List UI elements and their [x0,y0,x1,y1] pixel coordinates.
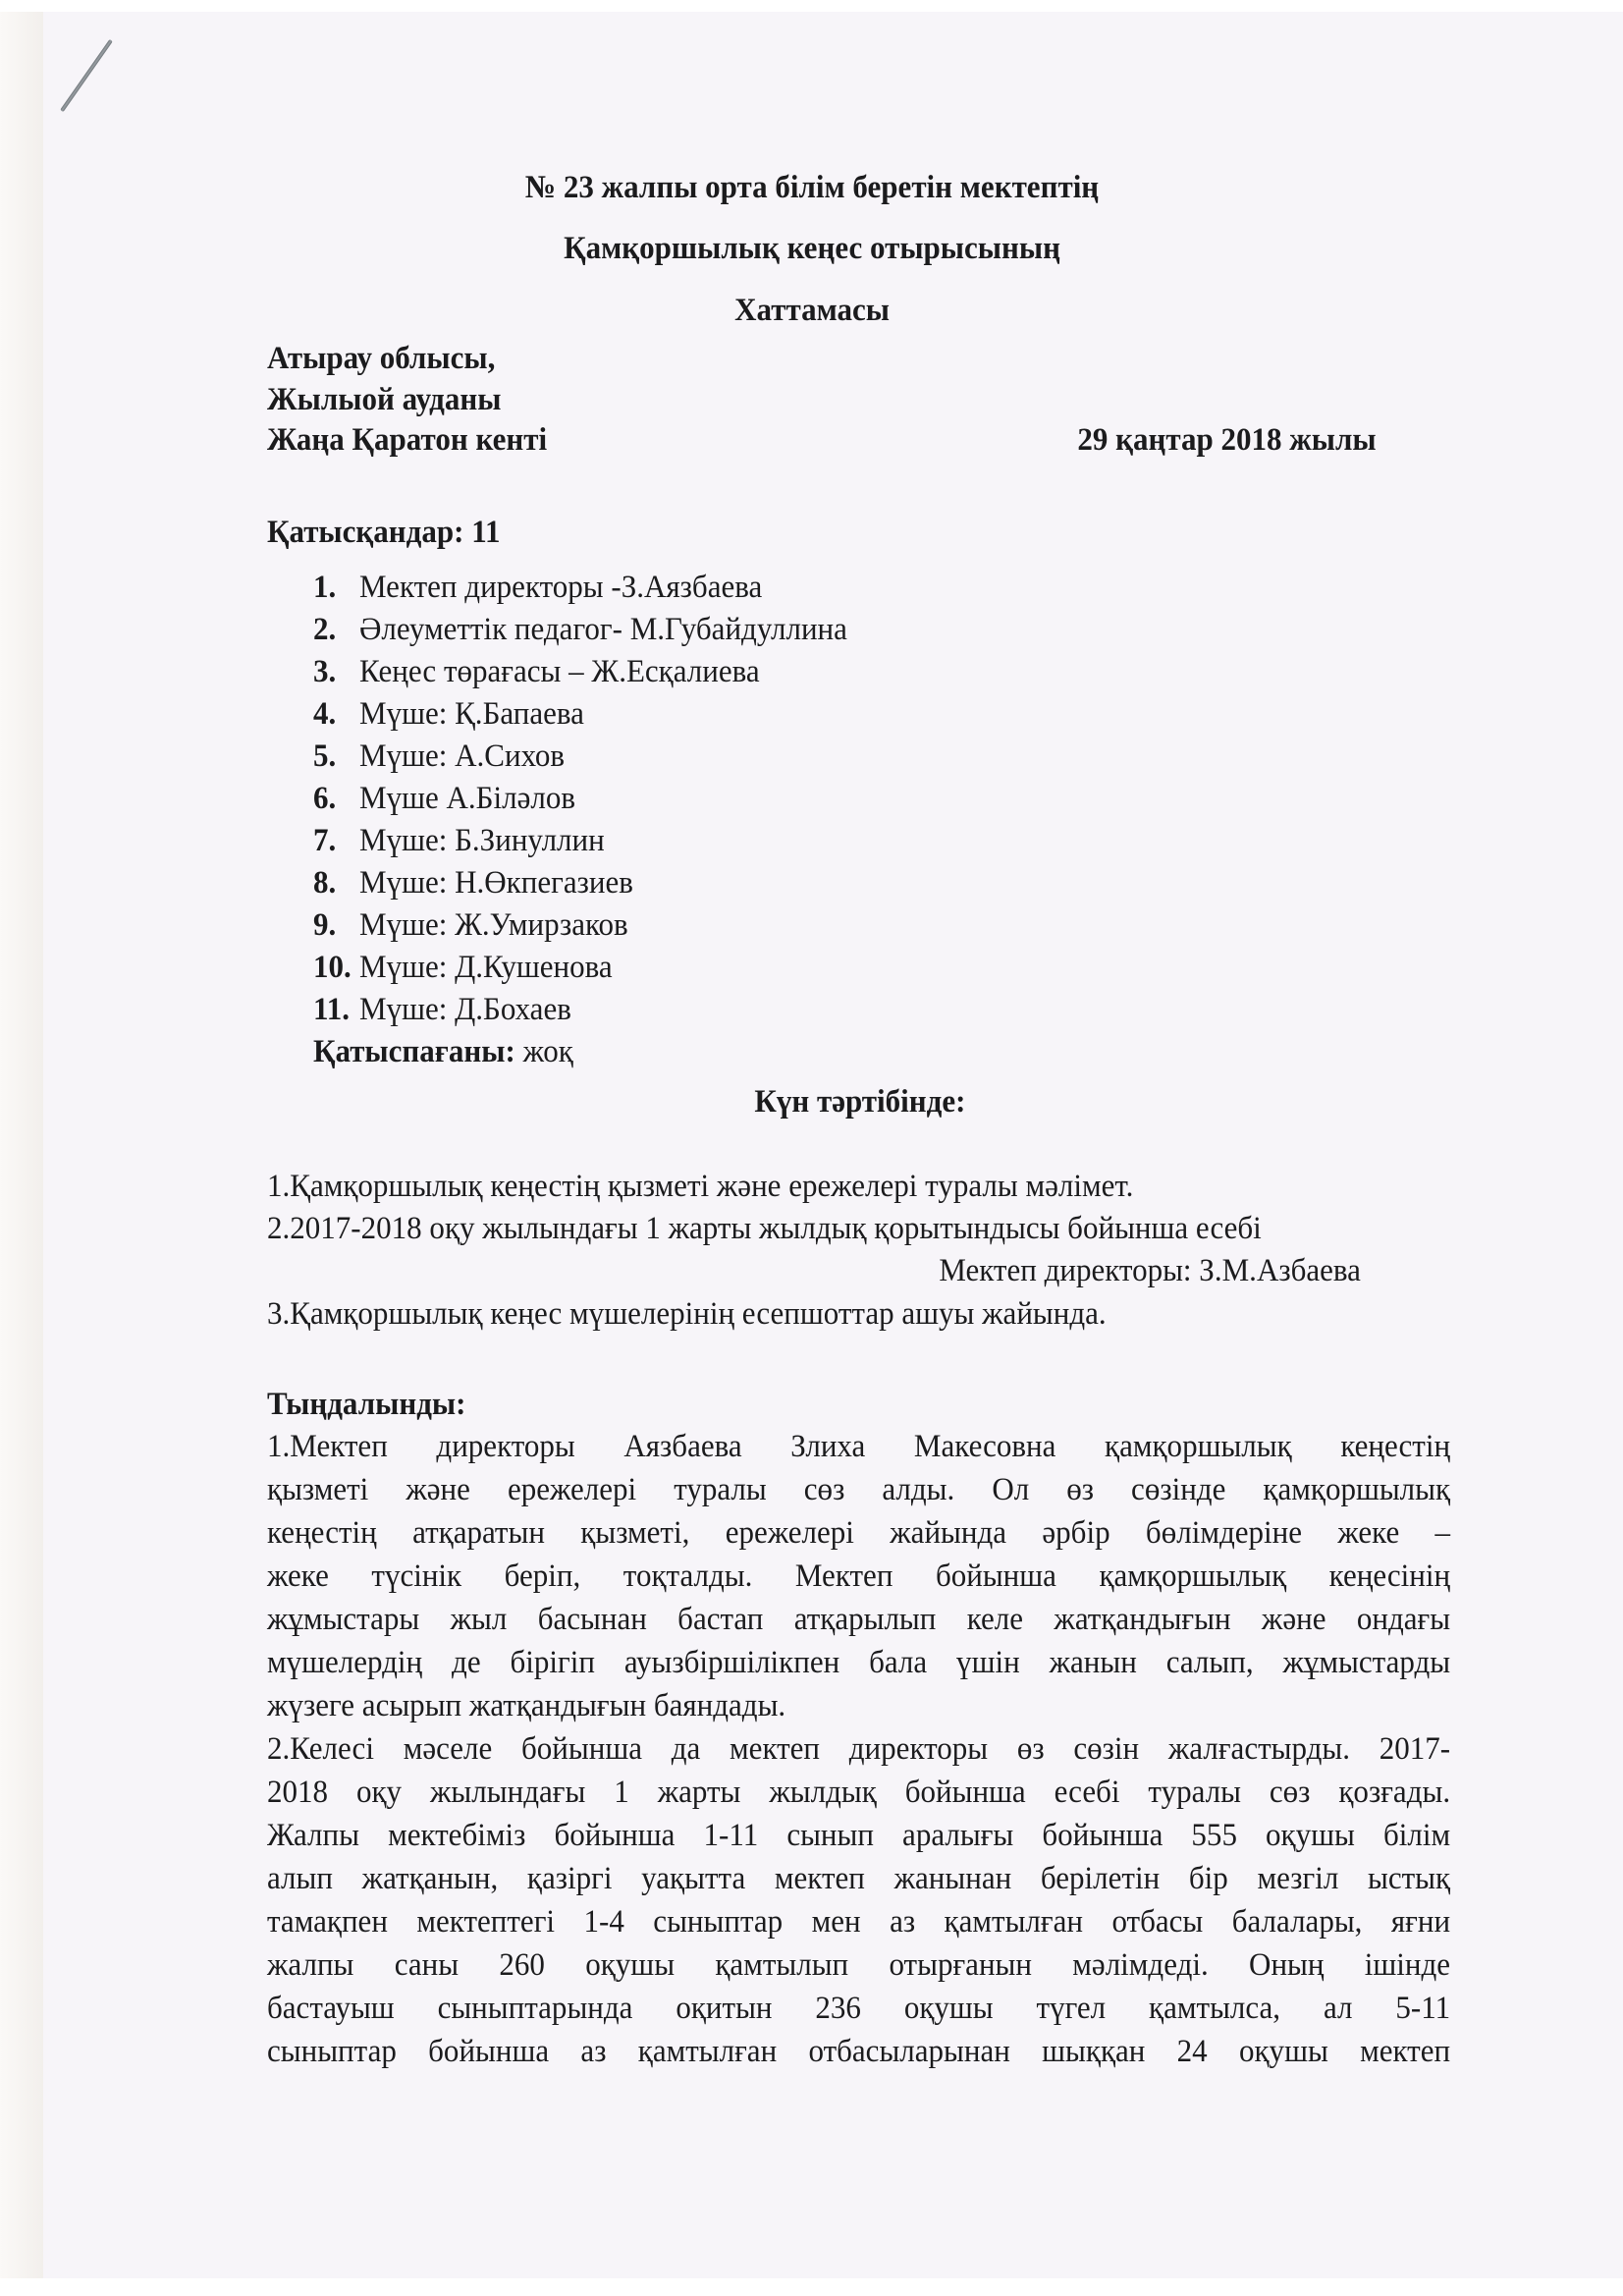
list-number: 11. [313,992,351,1027]
attendee-text: Мүше: Д.Кушенова [359,950,613,985]
location-region: Атырау облысы, [267,341,496,376]
list-number: 7. [313,823,337,858]
attendee-text: Мүше: Қ.Бапаева [359,696,584,732]
paragraph-line: кеңестің атқаратын қызметі, ережелері жайында әрбір бөлімдеріне жеке – [267,1515,1451,1551]
attendee-text: Кеңес төрағасы – Ж.Есқалиева [359,654,760,689]
paragraph-line: қызметі және ережелері туралы сөз алды. Ол өз сөзінде қамқоршылық [267,1472,1451,1507]
list-item [313,948,613,987]
list-number: 4. [313,696,337,732]
attendee-text: Әлеуметтік педагог- М.Губайдуллина [359,612,847,647]
paragraph-line: 1.Мектеп директоры Аязбаева Злиха Макесовна қамқоршылық кеңестің [267,1429,1451,1464]
protocol-document [16,0,1542,2296]
location-district: Жылыой ауданы [267,382,502,417]
paragraph-line: жүзеге асырып жатқандығын баяндады. [267,1688,786,1723]
list-number: 9. [313,907,337,943]
paragraph-line: жұмыстары жыл басынан бастап атқарылып келе жатқандығын және ондағы [267,1602,1451,1637]
agenda-item-1: 1.Қамқоршылық кеңестің қызметі және ережелері туралы мәлімет. [267,1169,1134,1204]
paragraph-line: бастауыш сыныптарында оқитын 236 оқушы түгел қамтылса, ал 5-11 [267,1991,1451,2026]
agenda-item-2: 2.2017-2018 оқу жылындағы 1 жарты жылдық қорытындысы бойынша есебі [267,1211,1262,1246]
absent-label: Қатыспағаны: [313,1034,515,1069]
list-number: 5. [313,738,337,774]
title-school: № 23 жалпы орта білім беретін мектептің [524,170,1100,205]
title-protocol: Хаттамасы [734,293,891,328]
attendee-text: Мүше: Ж.Умирзаков [359,907,628,943]
list-item [313,821,605,860]
attendee-text: Мүше А.Біләлов [359,781,575,816]
paragraph-line: мүшелердің де бірігіп ауызбіршілікпен бала үшін жанын салып, жұмыстарды [267,1645,1451,1680]
attendee-text: Мүше: Н.Өкпегазиев [359,865,633,901]
agenda-item-2-speaker: Мектеп директоры: З.М.Азбаева [939,1253,1361,1288]
agenda-heading: Күн тәртібінде: [754,1084,966,1120]
meeting-date: 29 қаңтар 2018 жылы [1077,422,1377,458]
list-item [313,694,584,734]
absent-value: жоқ [522,1034,573,1069]
paragraph-line: жеке түсінік беріп, тоқталды. Мектеп бойынша қамқоршылық кеңесінің [267,1558,1451,1594]
paragraph-line: жалпы саны 260 оқушы қамтылып отырғанын мәлімдеді. Оның ішінде [267,1947,1451,1983]
attendee-text: Мүше: Д.Бохаев [359,992,571,1027]
list-number: 6. [313,781,337,816]
location-settlement: Жаңа Қаратон кенті [267,422,548,458]
attendee-text: Мүше: А.Сихов [359,738,566,774]
list-item [313,905,628,945]
paragraph-line: 2018 оқу жылындағы 1 жарты жылдық бойынша есебі туралы сөз қозғады. [267,1775,1451,1810]
paragraph-line: Жалпы мектебіміз бойынша 1-11 сынып аралығы бойынша 555 оқушы білім [267,1818,1451,1853]
title-council: Қамқоршылық кеңес отырысының [564,231,1060,266]
attendee-text: Мектеп директоры -З.Аязбаева [359,570,763,605]
list-item [313,568,762,607]
list-item [313,652,760,691]
list-item [313,610,847,649]
paragraph-line: 2.Келесі мәселе бойынша да мектеп директоры өз сөзін жалғастырды. 2017- [267,1731,1451,1767]
list-item [313,990,571,1029]
agenda-item-3: 3.Қамқоршылық кеңес мүшелерінің есепшоттар ашуы жайында. [267,1296,1107,1332]
list-number: 2. [313,612,337,647]
attendees-label: Қатысқандар: 11 [267,515,501,550]
absent-row [313,1032,573,1071]
list-item [313,779,575,818]
list-number: 3. [313,654,337,689]
paragraph-line: сыныптар бойынша аз қамтылған отбасыларынан шыққан 24 оқушы мектеп [267,2034,1451,2069]
list-number: 1. [313,570,337,605]
list-item [313,737,565,776]
list-number: 10. [313,950,352,985]
paragraph-line: тамақпен мектептегі 1-4 сыныптар мен аз қамтылған отбасы балалары, яғни [267,1904,1451,1940]
paragraph-line: алып жатқанын, қазіргі уақытта мектеп жанынан берілетін бір мезгіл ыстық [267,1861,1451,1896]
heard-heading: Тыңдалынды: [267,1387,466,1422]
list-item [313,863,633,902]
attendee-text: Мүше: Б.Зинуллин [359,823,605,858]
list-number: 8. [313,865,337,901]
